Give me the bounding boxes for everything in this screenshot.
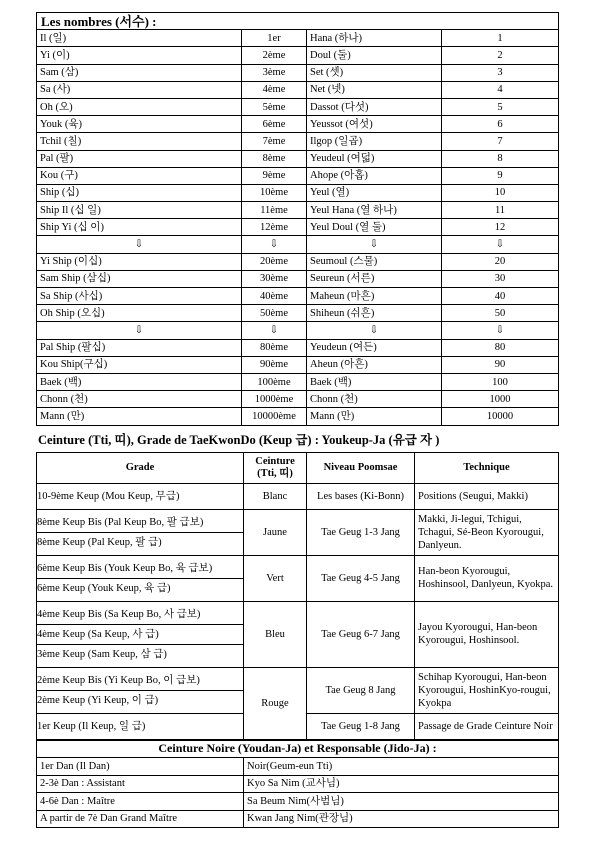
number-value-cell: 1000 [442,391,559,408]
native-number-cell: Mann (만) [307,408,442,425]
number-value-cell: 30 [442,270,559,287]
number-value-cell: 10 [442,184,559,201]
arrow-icon: ⇩ [307,322,442,339]
korean-ordinal-cell: Oh (오) [37,98,242,115]
number-row [37,305,559,322]
number-row [37,150,559,167]
arrow-icon: ⇩ [442,322,559,339]
dan-cell: A partir de 7è Dan Grand Maître [37,810,244,828]
korean-ordinal-cell: Youk (육) [37,116,242,133]
grade-label: 8ème Keup (Pal Keup, 팔 급) [37,536,162,548]
korean-ordinal-cell: Mann (만) [37,408,242,425]
grade-label: 8ème Keup Bis (Pal Keup Bo, 팔 급보) [37,513,244,533]
number-row [37,270,559,287]
number-value-cell: 12 [442,219,559,236]
ordinal-cell: 20ème [242,253,307,270]
ordinal-cell: 90ème [242,356,307,373]
numbers-table [36,12,559,426]
belt-row [37,483,559,509]
number-value-cell: 20 [442,253,559,270]
title-cell: Kyo Sa Nim (교사님) [244,775,559,793]
korean-ordinal-cell: Sam Ship (삼십) [37,270,242,287]
korean-ordinal-cell: Sa Ship (사십) [37,288,242,305]
belts-title: Ceinture (Tti, 띠), Grade de TaeKwonDo (Keup 급) : Youkeup-Ja (유급 자 ) [38,432,440,447]
document-page [36,12,558,828]
number-value-cell: 5 [442,98,559,115]
header-niveau: Niveau Poomsae [307,452,415,483]
native-number-cell: Dassot (다섯) [307,98,442,115]
number-value-cell: 90 [442,356,559,373]
number-row [37,288,559,305]
grade-label: 3ème Keup (Sam Keup, 삼 급) [37,648,167,660]
belt-color-cell: Vert [244,555,307,601]
native-number-cell: Net (넷) [307,81,442,98]
grade-label: 10-9ème Keup (Mou Keup, 무급) [37,490,180,502]
dan-cell: 2-3è Dan : Assistant [37,775,244,793]
native-number-cell: Chonn (천) [307,391,442,408]
ordinal-cell: 1000ème [242,391,307,408]
black-belt-row [37,810,559,828]
ordinal-cell: 2ème [242,47,307,64]
belt-color-cell: Bleu [244,601,307,667]
poomsae-cell: Tae Geug 4-5 Jang [307,555,415,601]
number-value-cell: 3 [442,64,559,81]
arrow-icon: ⇩ [442,236,559,253]
ordinal-cell: 6ème [242,116,307,133]
grade-cell [37,555,244,601]
korean-ordinal-cell: Pal Ship (팔십) [37,339,242,356]
grade-cell [37,601,244,667]
poomsae-cell: Tae Geug 6-7 Jang [307,601,415,667]
technique-cell: Passage de Grade Ceinture Noir [415,713,559,739]
belt-color-cell: Rouge [244,667,307,739]
ordinal-cell: 12ème [242,219,307,236]
ordinal-cell: 8ème [242,150,307,167]
number-value-cell: 40 [442,288,559,305]
number-row [37,373,559,390]
korean-ordinal-cell: Ship Il (십 일) [37,202,242,219]
number-row [37,202,559,219]
ordinal-cell: 7ème [242,133,307,150]
korean-ordinal-cell: Oh Ship (오십) [37,305,242,322]
ordinal-cell: 5ème [242,98,307,115]
native-number-cell: Ahope (아홉) [307,167,442,184]
title-cell: Noir(Geum-eun Tti) [244,758,559,776]
arrow-icon: ⇩ [37,236,242,253]
belts-table [36,452,559,740]
number-row [37,81,559,98]
technique-cell: Han-beon Kyorougui, Hoshinsool, Danlyeun, Kyokpa. [415,555,559,601]
arrow-icon: ⇩ [37,322,242,339]
title-cell: Sa Beum Nim(사범님) [244,793,559,811]
arrow-row [37,322,559,339]
ordinal-cell: 80ème [242,339,307,356]
black-belt-row [37,793,559,811]
number-row [37,356,559,373]
native-number-cell: Seureun (서른) [307,270,442,287]
grade-label: 2ème Keup (Yi Keup, 이 급) [37,694,159,706]
number-row [37,98,559,115]
number-row [37,184,559,201]
black-belt-table [36,740,559,829]
number-row [37,219,559,236]
korean-ordinal-cell: Il (일) [37,30,242,47]
ordinal-cell: 3ème [242,64,307,81]
grade-cell [37,667,244,713]
belt-row [37,601,559,667]
technique-cell: Positions (Seugui, Makki) [415,483,559,509]
native-number-cell: Ilgop (일곱) [307,133,442,150]
poomsae-cell: Tae Geug 8 Jang [307,667,415,713]
native-number-cell: Shiheun (쉬흔) [307,305,442,322]
native-number-cell: Aheun (아흔) [307,356,442,373]
korean-ordinal-cell: Ship Yi (십 이) [37,219,242,236]
grade-cell [37,713,244,739]
arrow-icon: ⇩ [242,236,307,253]
number-row [37,167,559,184]
ordinal-cell: 10000ème [242,408,307,425]
native-number-cell: Seumoul (스물) [307,253,442,270]
number-value-cell: 8 [442,150,559,167]
belt-row [37,509,559,555]
number-row [37,253,559,270]
number-value-cell: 50 [442,305,559,322]
ordinal-cell: 30ème [242,270,307,287]
poomsae-cell: Les bases (Ki-Bonn) [307,483,415,509]
number-value-cell: 80 [442,339,559,356]
korean-ordinal-cell: Baek (백) [37,373,242,390]
belt-color-cell: Blanc [244,483,307,509]
header-ceinture: Ceinture (Tti, 띠) [244,452,307,483]
technique-cell: Jayou Kyorougui, Han-beon Kyorougui, Hoshinsool. [415,601,559,667]
number-value-cell: 6 [442,116,559,133]
dan-cell: 1er Dan (Il Dan) [37,758,244,776]
korean-ordinal-cell: Chonn (천) [37,391,242,408]
number-value-cell: 11 [442,202,559,219]
belt-row [37,555,559,601]
number-row [37,64,559,81]
number-value-cell: 10000 [442,408,559,425]
korean-ordinal-cell: Yi Ship (이십) [37,253,242,270]
grade-label: 4ème Keup Bis (Sa Keup Bo, 사 급보) [37,605,244,625]
dan-cell: 4-6è Dan : Maître [37,793,244,811]
number-row [37,339,559,356]
black-belt-title: Ceinture Noire (Youdan-Ja) et Responsable (Jido-Ja) : [37,740,559,758]
belt-color-cell: Jaune [244,509,307,555]
grade-cell [37,483,244,509]
native-number-cell: Yeussot (여섯) [307,116,442,133]
ordinal-cell: 1er [242,30,307,47]
ordinal-cell: 40ème [242,288,307,305]
title-cell: Kwan Jang Nim(관장님) [244,810,559,828]
native-number-cell: Yeul Hana (열 하나) [307,202,442,219]
poomsae-cell: Tae Geug 1-8 Jang [307,713,415,739]
number-value-cell: 2 [442,47,559,64]
ordinal-cell: 11ème [242,202,307,219]
belt-row [37,667,559,713]
ordinal-cell: 9ème [242,167,307,184]
native-number-cell: Yeudeun (여든) [307,339,442,356]
number-row [37,133,559,150]
technique-cell: Schihap Kyorougui, Han-beon Kyorougui, HoshinKyo-rougui, Kyokpa [415,667,559,713]
grade-label: 6ème Keup Bis (Youk Keup Bo, 육 급보) [37,559,244,579]
black-belt-row [37,758,559,776]
native-number-cell: Yeul (열) [307,184,442,201]
ordinal-cell: 4ème [242,81,307,98]
ordinal-cell: 100ème [242,373,307,390]
poomsae-cell: Tae Geug 1-3 Jang [307,509,415,555]
technique-cell: Makki, Ji-legui, Tchigui, Tchagui, Sé-Beon Kyorougui, Danlyeun. [415,509,559,555]
number-value-cell: 9 [442,167,559,184]
number-row [37,391,559,408]
header-technique: Technique [415,452,559,483]
korean-ordinal-cell: Kou (구) [37,167,242,184]
number-value-cell: 100 [442,373,559,390]
arrow-icon: ⇩ [242,322,307,339]
number-value-cell: 4 [442,81,559,98]
grade-label: 2ème Keup Bis (Yi Keup Bo, 이 급보) [37,671,244,691]
header-grade: Grade [37,452,244,483]
native-number-cell: Baek (백) [307,373,442,390]
korean-ordinal-cell: Tchil (칠) [37,133,242,150]
korean-ordinal-cell: Pal (팔) [37,150,242,167]
korean-ordinal-cell: Sa (사) [37,81,242,98]
number-row [37,30,559,47]
grade-label: 1er Keup (Il Keup, 일 급) [37,720,146,732]
number-value-cell: 7 [442,133,559,150]
ordinal-cell: 50ème [242,305,307,322]
grade-label: 4ème Keup (Sa Keup, 사 급) [37,625,244,645]
native-number-cell: Hana (하나) [307,30,442,47]
number-value-cell: 1 [442,30,559,47]
arrow-icon: ⇩ [307,236,442,253]
ordinal-cell: 10ème [242,184,307,201]
korean-ordinal-cell: Kou Ship(구십) [37,356,242,373]
native-number-cell: Set (셋) [307,64,442,81]
korean-ordinal-cell: Yi (이) [37,47,242,64]
grade-cell [37,509,244,555]
korean-ordinal-cell: Sam (삼) [37,64,242,81]
numbers-title: Les nombres (서수) : [37,13,559,30]
number-row [37,408,559,425]
native-number-cell: Doul (둘) [307,47,442,64]
number-row [37,47,559,64]
grade-label: 6ème Keup (Youk Keup, 육 급) [37,582,171,594]
native-number-cell: Yeul Doul (열 둘) [307,219,442,236]
arrow-row [37,236,559,253]
korean-ordinal-cell: Ship (십) [37,184,242,201]
native-number-cell: Yeudeul (여덟) [307,150,442,167]
black-belt-row [37,775,559,793]
native-number-cell: Maheun (마흔) [307,288,442,305]
number-row [37,116,559,133]
